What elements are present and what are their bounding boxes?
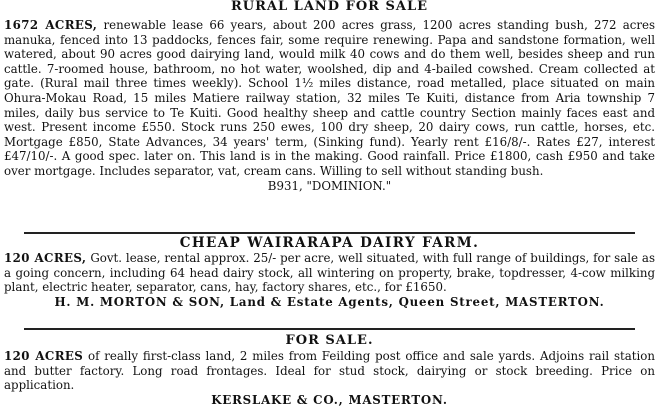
ad-rural-land xyxy=(4,0,655,193)
ad-lead: 120 ACRES xyxy=(4,349,84,363)
ad-signature: B931, "DOMINION." xyxy=(267,178,392,193)
divider xyxy=(24,232,635,234)
ad-dairy-farm xyxy=(4,236,655,309)
ad-body xyxy=(4,349,655,393)
ad-agent: KERSLAKE & CO., MASTERTON. xyxy=(211,392,448,407)
ad-body xyxy=(4,251,655,295)
ad-heading: CHEAP WAIRARAPA DAIRY FARM. xyxy=(179,235,480,251)
divider xyxy=(24,328,635,330)
ad-agent: H. M. MORTON & SON, Land & Estate Agents, Queen Street, MASTERTON. xyxy=(54,294,605,309)
ad-description: Govt. lease, rental approx. 25/- per acre, well situated, with full range of buildings, for sale as a going concern, including 64 head dairy stock, all wintering on property, brake, topdresser, 4-cow milking plant, electric heater, separator, cans, hay, factory shares, etc., for £1650. xyxy=(4,251,656,295)
ad-description: renewable lease 66 years, about 200 acres grass, 1200 acres standing bush, 272 acres manuka, fenced into 13 paddocks, fences fair, some require renewing. Papa and sandstone formation, well watered, about 90 acres good dairying land, would milk 40 cows and do them well, besides sheep and run cattle. 7-roomed house, bathroom, no hot water, woolshed, dip and 4-bailed cowshed. Cream collected at gate. (Rural mail three times weekly). School 1½ miles distance, road metalled, place situated on main Ohura-Mokau Road, 15 miles Matiere railway station, 32 miles Te Kuiti, distance from Aria township 7 miles, daily bus service to Te Kuiti. Good healthy sheep and cattle country Section mainly faces east and west. Present income £550. Stock runs 250 ewes, 100 dry sheep, 20 dairy cows, run cattle, horses, etc. Mortgage £850, State Advances, 34 years' term, (Sinking fund). Yearly rent £16/8/-. Rates £27, interest £47/10/-. A good spec. later on. This land is in the making. Good rainfall. Price £1800, cash £950 and take over mortgage. Includes separator, vat, cream cans. Willing to sell without standing bush. xyxy=(4,18,656,178)
ad-lead: 120 ACRES, xyxy=(4,251,87,265)
ad-for-sale xyxy=(4,334,655,407)
ad-body xyxy=(4,18,655,179)
ad-heading: RURAL LAND FOR SALE xyxy=(230,0,428,14)
ad-description: of really first-class land, 2 miles from Feilding post office and sale yards. Adjoins rail station and butter factory. Long road frontages. Ideal for stud stock, dairying or stock breeding. Price on application. xyxy=(4,349,656,393)
ad-lead: 1672 ACRES, xyxy=(4,18,98,32)
ad-heading: FOR SALE. xyxy=(285,333,374,348)
